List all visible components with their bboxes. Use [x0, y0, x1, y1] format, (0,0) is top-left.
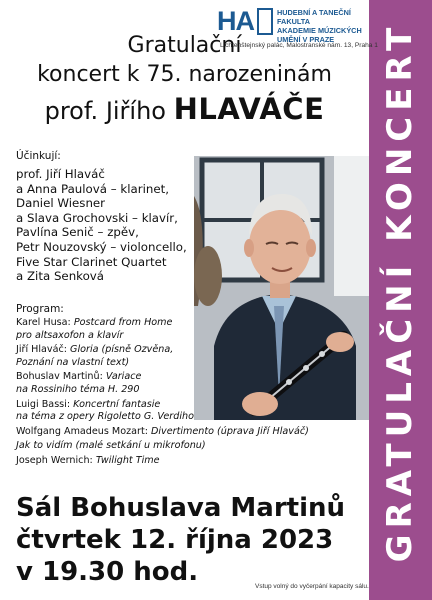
title-line-3 [0, 92, 369, 126]
entry-note: Vstup volný do vyčerpání kapacity sálu. [255, 583, 369, 590]
program-item: Bohuslav Martinů: Variace na Rossiniho téma H. 290 [16, 371, 142, 395]
title-name: HLAVÁČE [173, 92, 325, 126]
program-item: Karel Husa: Postcard from Home pro altsaxofon a klavír [16, 317, 173, 341]
portrait-illustration [194, 156, 369, 420]
performer-line: Pavlína Senič – zpěv, [16, 225, 139, 240]
performer-line: a Zita Senková [16, 269, 105, 284]
event-date: čtvrtek 12. října 2023 [16, 525, 334, 555]
performers-heading: Účinkují: [16, 150, 61, 162]
program-item: Wolfgang Amadeus Mozart: Divertimento (úprava Jiří Hlaváč) [16, 425, 309, 437]
performers-list [16, 167, 187, 284]
title-line-2: koncert k 75. narozeninám [37, 62, 332, 87]
performer-line: a Anna Paulová – klarinet, [16, 181, 169, 196]
portrait-photo [194, 156, 369, 420]
side-banner-text: GRATULAČNÍ KONCERT [380, 21, 420, 563]
logo-mark: HA [217, 8, 254, 35]
venue-address: Lichtenštejnský palác, Malostranské nám. 13, Praha 1 [220, 42, 378, 49]
title-line-1: Gratulační [127, 33, 242, 58]
logo-text: HUDEBNÍ A TANEČNÍ FAKULTA AKADEMIE MÚZICKÝCH UMĚNÍ V PRAZE [277, 8, 362, 44]
performer-line: Daniel Wiesner [16, 196, 106, 211]
performer-line: a Slava Grochovski – klavír, [16, 210, 178, 225]
program-item: Luigi Bassi: Koncertní fantasie na téma z opery Rigoletto G. Verdiho [16, 398, 194, 423]
program-item: Joseph Wernich: Twilight Time [16, 454, 160, 466]
performer-line: prof. Jiří Hlaváč [16, 167, 105, 181]
performer-line: Five Star Clarinet Quartet [16, 254, 167, 269]
program-item: Jiří Hlaváč: Gloria (písně Ozvěna, Poznání na vlastní text) [16, 344, 174, 368]
program-heading: Program: [16, 303, 64, 315]
performer-line: Petr Nouzovský – violoncello, [16, 239, 187, 254]
venue-hall: Sál Bohuslava Martinů [16, 493, 346, 523]
title-prefix: prof. Jiřího [44, 97, 166, 125]
event-time: v 19.30 hod. [16, 557, 199, 587]
program-item: Jak to vidím (malé setkání u mikrofonu) [16, 440, 206, 452]
